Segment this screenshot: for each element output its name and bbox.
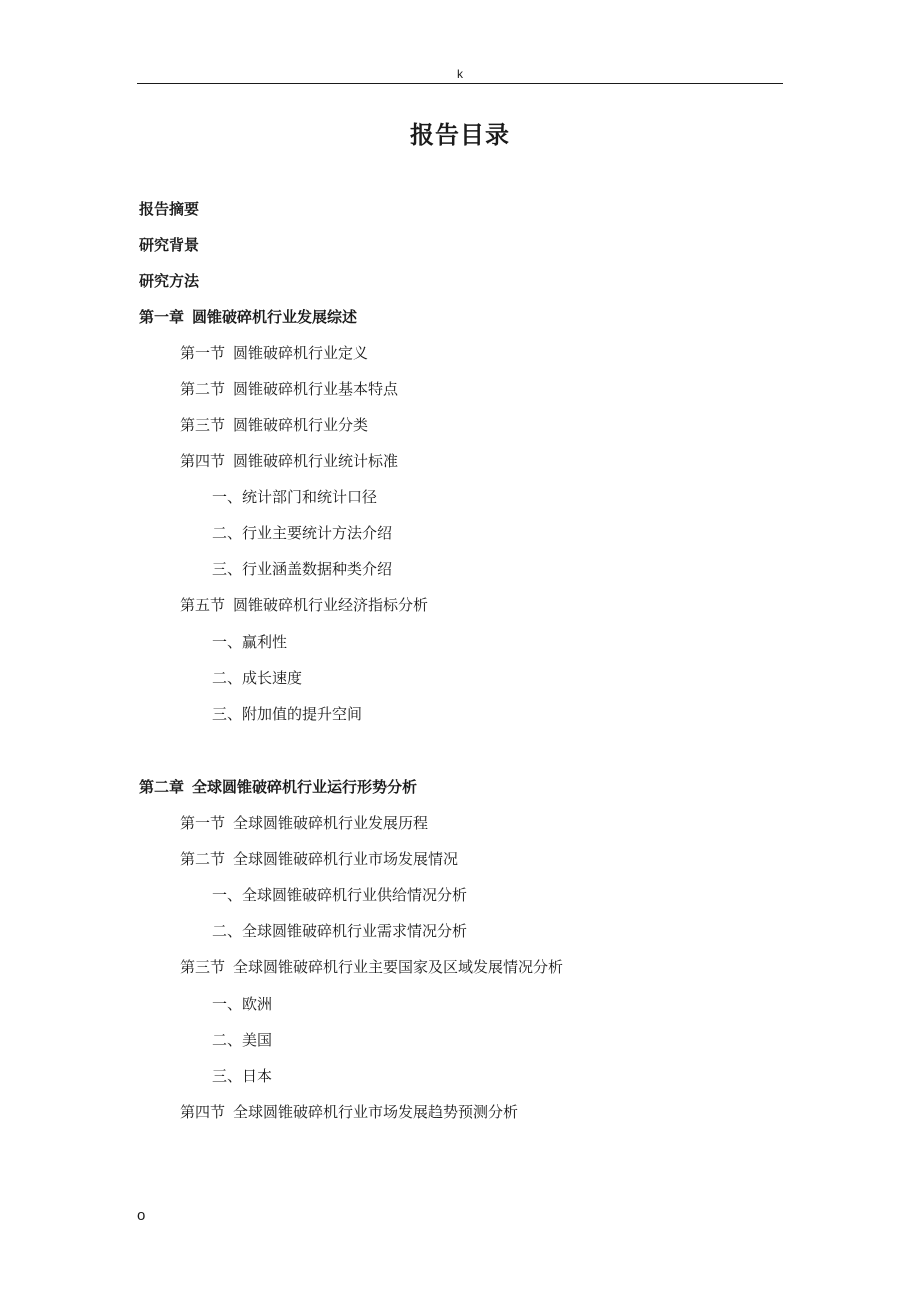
toc-entry — [180, 594, 428, 616]
toc-entry-text: 圆锥破碎机行业经济指标分析 — [233, 596, 429, 614]
toc-entry-text: 二、行业主要统计方法介绍 — [212, 524, 393, 542]
toc-entry-text: 报告摘要 — [139, 200, 200, 218]
toc-entry — [212, 486, 377, 508]
toc-entry-text: 圆锥破碎机行业基本特点 — [233, 380, 399, 398]
toc-entry-text: 一、统计部门和统计口径 — [212, 488, 378, 506]
header-mark: k — [457, 67, 463, 81]
toc-entry-number: 第一节 — [180, 344, 226, 362]
toc-entry — [180, 342, 368, 364]
toc-entry-text: 二、美国 — [212, 1031, 273, 1049]
toc-entry — [139, 198, 199, 220]
toc-entry-number: 第四节 — [180, 452, 226, 470]
toc-entry-text: 全球圆锥破碎机行业主要国家及区域发展情况分析 — [233, 958, 564, 976]
toc-entry-text: 一、欧洲 — [212, 995, 273, 1013]
toc-entry — [212, 884, 467, 906]
toc-entry — [139, 776, 417, 798]
toc-entry-text: 圆锥破碎机行业定义 — [233, 344, 369, 362]
toc-entry-text: 三、附加值的提升空间 — [212, 705, 363, 723]
toc-entry-text: 圆锥破碎机行业发展综述 — [192, 308, 358, 326]
toc-entry — [139, 270, 199, 292]
toc-entry — [180, 812, 428, 834]
toc-entry-text: 全球圆锥破碎机行业发展历程 — [233, 814, 429, 832]
toc-entry — [180, 1101, 518, 1123]
toc-entry — [212, 1065, 272, 1087]
toc-entry-number: 第二节 — [180, 380, 226, 398]
toc-entry — [139, 306, 357, 328]
toc-entry-text: 一、全球圆锥破碎机行业供给情况分析 — [212, 886, 468, 904]
toc-entry-text: 三、行业涵盖数据种类介绍 — [212, 560, 393, 578]
toc-entry-number: 第四节 — [180, 1103, 226, 1121]
toc-entry — [212, 703, 362, 725]
toc-entry-text: 全球圆锥破碎机行业运行形势分析 — [192, 778, 418, 796]
toc-entry — [212, 631, 287, 653]
toc-entry-number: 第一章 — [139, 308, 185, 326]
toc-entry-number: 第二节 — [180, 850, 226, 868]
footer-mark: o — [137, 1207, 146, 1224]
toc-entry-text: 圆锥破碎机行业统计标准 — [233, 452, 399, 470]
toc-entry-text: 研究方法 — [139, 272, 200, 290]
toc-entry-text: 全球圆锥破碎机行业市场发展情况 — [233, 850, 459, 868]
toc-entry — [180, 450, 398, 472]
toc-entry — [212, 920, 467, 942]
toc-entry-text: 圆锥破碎机行业分类 — [233, 416, 369, 434]
toc-entry — [212, 993, 272, 1015]
toc-entry — [180, 956, 563, 978]
toc-entry-number: 第一节 — [180, 814, 226, 832]
toc-entry-text: 全球圆锥破碎机行业市场发展趋势预测分析 — [233, 1103, 519, 1121]
toc-entry-text: 二、成长速度 — [212, 669, 303, 687]
toc-entry-number: 第三节 — [180, 958, 226, 976]
toc-entry-text: 一、赢利性 — [212, 633, 288, 651]
toc-entry-text: 研究背景 — [139, 236, 200, 254]
toc-entry-number: 第三节 — [180, 416, 226, 434]
toc-entry-text: 三、日本 — [212, 1067, 273, 1085]
toc-entry — [212, 667, 302, 689]
toc-entry — [212, 522, 392, 544]
toc-entry — [212, 1029, 272, 1051]
toc-entry-text: 二、全球圆锥破碎机行业需求情况分析 — [212, 922, 468, 940]
toc-entry — [139, 234, 199, 256]
toc-entry-number: 第五节 — [180, 596, 226, 614]
page-title: 报告目录 — [410, 121, 510, 149]
toc-entry — [180, 378, 398, 400]
toc-entry — [180, 414, 368, 436]
toc-entry-number: 第二章 — [139, 778, 185, 796]
toc-entry — [212, 558, 392, 580]
toc-entry — [180, 848, 458, 870]
